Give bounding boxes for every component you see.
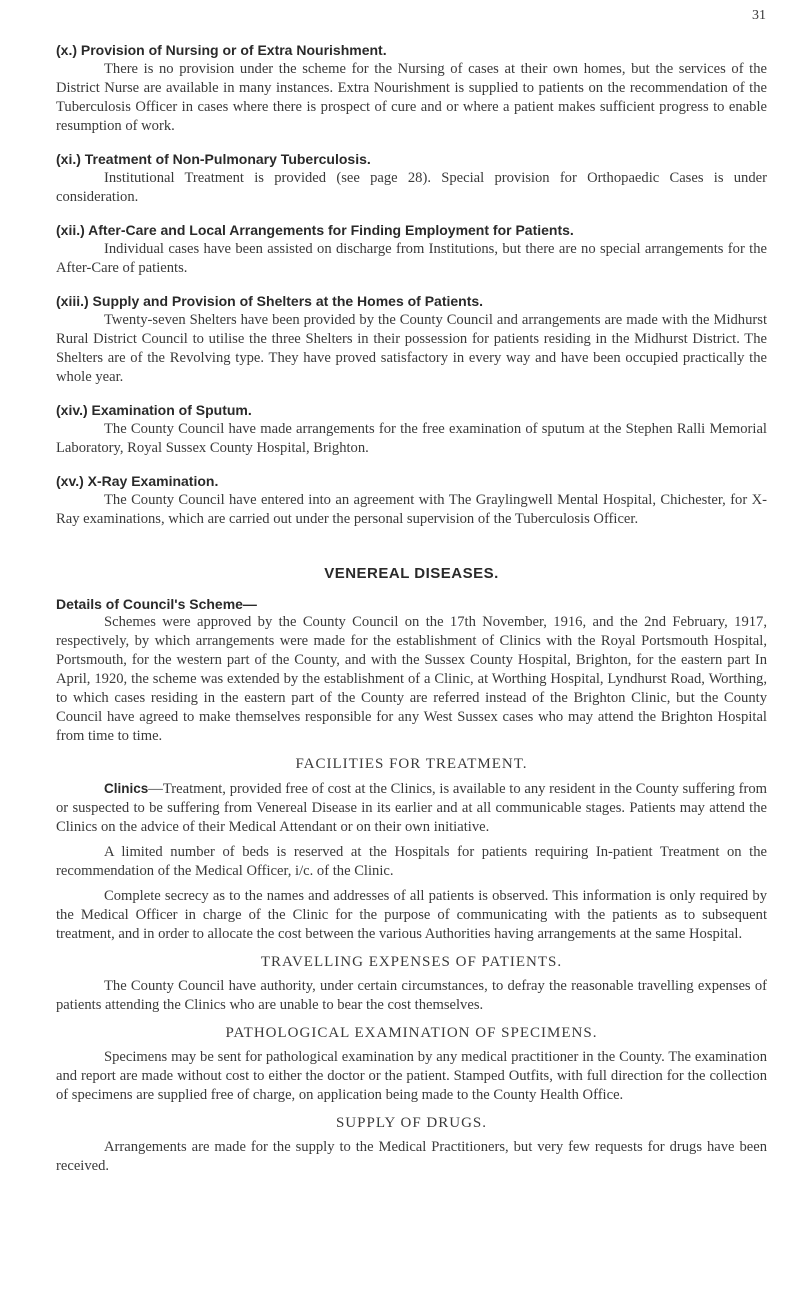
section-body: Individual cases have been assisted on discharge from Institutions, but there are no special arrangements for the After-Care of patients.: [56, 241, 767, 276]
section-body: Twenty-seven Shelters have been provided by the County Council and arrangements are made with the Midhurst Rural District Council to utilise the three Shelters in their possession for patients residing in the Midhurst District. The Shelters are of the Revolving type. They have proved satisfactory in every way and have been occupied practically the whole year.: [56, 312, 767, 385]
section-body: There is no provision under the scheme for the Nursing of cases at their own homes, but the services of the District Nurse are available in many instances. Extra Nourishment is supplied to patients on the recommendation of the Tuberculosis Officer in cases where there is prospect of cure and or where a patient makes sufficient progress to enable resumption of work.: [56, 61, 767, 134]
section-non-pulmonary: [56, 151, 767, 207]
travelling-paragraph: The County Council have authority, under certain circumstances, to defray the reasonable travelling expenses of patients attending the Clinics who are unable to bear the cost themselves.: [56, 978, 767, 1013]
section-heading: (xiii.) Supply and Provision of Shelters at the Homes of Patients.: [56, 293, 484, 309]
section-shelters: [56, 293, 767, 387]
venereal-diseases-title: VENEREAL DISEASES.: [324, 565, 499, 582]
section-xray: [56, 473, 767, 529]
pathological-paragraph: Specimens may be sent for pathological examination by any medical practitioner in the County. The examination and report are made without cost to either the doctor or the patient. Stamped Outfits, with full direction for the collection of specimens are supplied free of charge, on application being made to the County Health Office.: [56, 1049, 767, 1103]
section-heading: (xv.) X-Ray Examination.: [56, 473, 219, 489]
section-after-care: [56, 222, 767, 278]
section-heading: (xi.) Treatment of Non-Pulmonary Tuberculosis.: [56, 151, 371, 167]
drugs-paragraph: Arrangements are made for the supply to the Medical Practitioners, but very few requests for drugs have been received.: [56, 1139, 767, 1174]
section-sputum: [56, 402, 767, 458]
travelling-title: TRAVELLING EXPENSES OF PATIENTS.: [260, 954, 563, 970]
section-body: Institutional Treatment is provided (see page 28). Special provision for Orthopaedic Cases is under consideration.: [56, 170, 767, 205]
section-nursing: [56, 42, 767, 136]
section-body: The County Council have entered into an agreement with The Graylingwell Mental Hospital, Chichester, for X-Ray examinations, which are carried out under the personal supervision of the Tuberculosis Officer.: [56, 492, 767, 527]
beds-paragraph: A limited number of beds is reserved at the Hospitals for patients requiring In-patient Treatment on the recommendation of the Medical Officer, i/c. of the Clinic.: [56, 844, 767, 879]
secrecy-paragraph: Complete secrecy as to the names and addresses of all patients is observed. This information is only required by the Medical Officer in charge of the Clinic for the purpose of communicating with the patients as to subsequent treatment, and in order to allocate the cost between the various Authorities having arrangements at the same Hospital.: [56, 888, 767, 942]
clinics-label: Clinics: [104, 781, 149, 796]
clinics-body: —Treatment, provided free of cost at the Clinics, is available to any resident in the County suffering from or suspected to be suffering from Venereal Disease in its earlier and at all communicable stages. Patients may attend the Clinics on the advice of their Medical Attendant or on their own initiative.: [56, 781, 767, 835]
page-number: 31: [752, 8, 766, 23]
scheme-heading: Details of Council's Scheme—: [56, 596, 257, 612]
pathological-title: PATHOLOGICAL EXAMINATION OF SPECIMENS.: [225, 1025, 598, 1041]
clinics-paragraph: [56, 779, 767, 837]
section-heading: (xii.) After-Care and Local Arrangements for Finding Employment for Patients.: [56, 222, 574, 238]
facilities-title: FACILITIES FOR TREATMENT.: [295, 756, 528, 772]
section-heading: (x.) Provision of Nursing or of Extra Nourishment.: [56, 42, 387, 58]
scheme-body: Schemes were approved by the County Council on the 17th November, 1916, and the 2nd February, 1917, respectively, by which arrangements were made for the establishment of Clinics with the Royal Portsmouth Hospital, Portsmouth, for the western part of the County, and with the Sussex County Hospital, Brighton, for the eastern part In April, 1920, the scheme was extended by the establishment of a Clinic, at Worthing Hospital, Lyndhurst Road, Worthing, to which cases residing in the eastern part of the County are referred instead of the Brighton Clinic, but the County Council have agreed to make themselves responsible for any West Sussex cases who may attend the Brighton Hospital from time to time.: [56, 614, 767, 744]
section-heading: (xiv.) Examination of Sputum.: [56, 402, 252, 418]
drugs-title: SUPPLY OF DRUGS.: [335, 1115, 488, 1131]
section-body: The County Council have made arrangements for the free examination of sputum at the Stephen Ralli Memorial Laboratory, Royal Sussex County Hospital, Brighton.: [56, 421, 767, 456]
